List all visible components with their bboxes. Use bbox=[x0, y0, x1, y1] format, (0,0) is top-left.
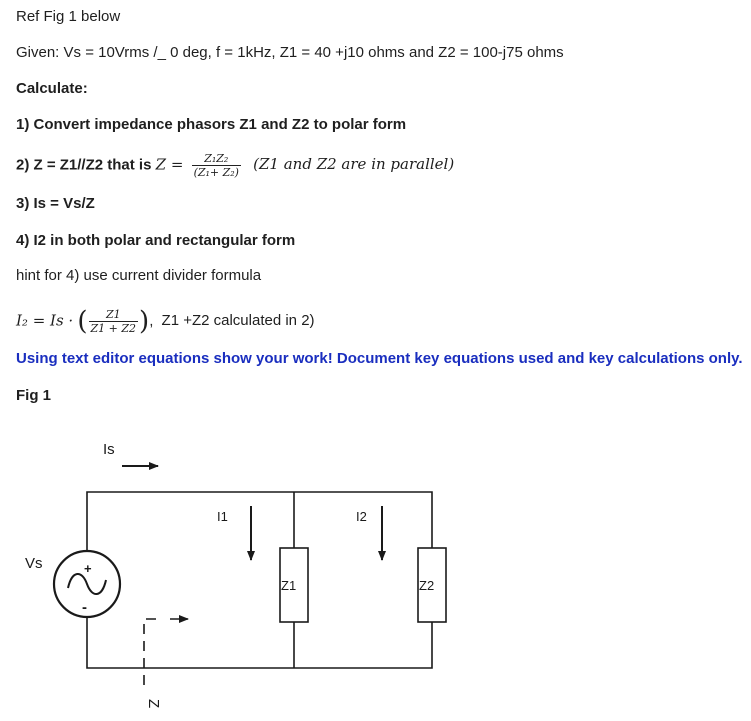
question-2-prefix: 2) Z = Z1//Z2 that is bbox=[16, 156, 152, 174]
q2-denominator: (Z₁+ Z₂) bbox=[193, 166, 239, 179]
bottom-wire bbox=[87, 618, 432, 668]
formula-lhs: I₂ = Is · bbox=[16, 311, 74, 330]
top-wire bbox=[87, 492, 432, 550]
q2-note: (Z1 and Z2 are in parallel) bbox=[253, 155, 455, 174]
hint-line: hint for 4) use current divider formula bbox=[16, 267, 262, 284]
formula-denominator: Z1 + Z2 bbox=[90, 322, 137, 335]
z1-label: Z1 bbox=[281, 578, 297, 593]
q2-lhs: Z = bbox=[155, 155, 184, 174]
z-label: Z bbox=[145, 699, 162, 709]
question-4: 4) I2 in both polar and rectangular form bbox=[16, 232, 296, 249]
formula-left-paren: ( bbox=[77, 306, 88, 337]
figure-title: Fig 1 bbox=[16, 387, 52, 404]
instruction-line: Using text editor equations show your work! Document key equations used and key calculations only. bbox=[16, 350, 743, 367]
z-dashed-line bbox=[144, 619, 162, 685]
z2-label: Z2 bbox=[419, 578, 435, 593]
plus-sign: + bbox=[84, 561, 92, 576]
formula-numerator: Z1 bbox=[89, 308, 139, 322]
formula-comma: , bbox=[149, 312, 158, 330]
question-1: 1) Convert impedance phasors Z1 and Z2 to polar form bbox=[16, 116, 407, 133]
is-label: Is bbox=[103, 441, 115, 458]
minus-sign: - bbox=[82, 599, 87, 616]
question-3: 3) Is = Vs/Z bbox=[16, 195, 95, 212]
i2-label: I2 bbox=[356, 509, 367, 524]
given-line: Given: Vs = 10Vrms /_ 0 deg, f = 1kHz, Z1 = 40 +j10 ohms and Z2 = 100-j75 ohms bbox=[16, 44, 564, 61]
formula-right-paren: ) bbox=[139, 306, 150, 337]
calculate-heading: Calculate: bbox=[16, 80, 88, 97]
i1-label: I1 bbox=[217, 509, 228, 524]
formula-note: Z1 +Z2 calculated in 2) bbox=[161, 312, 315, 330]
ref-line: Ref Fig 1 below bbox=[16, 8, 121, 25]
vs-label: Vs bbox=[25, 555, 43, 572]
q2-numerator: Z₁Z₂ bbox=[192, 152, 241, 166]
